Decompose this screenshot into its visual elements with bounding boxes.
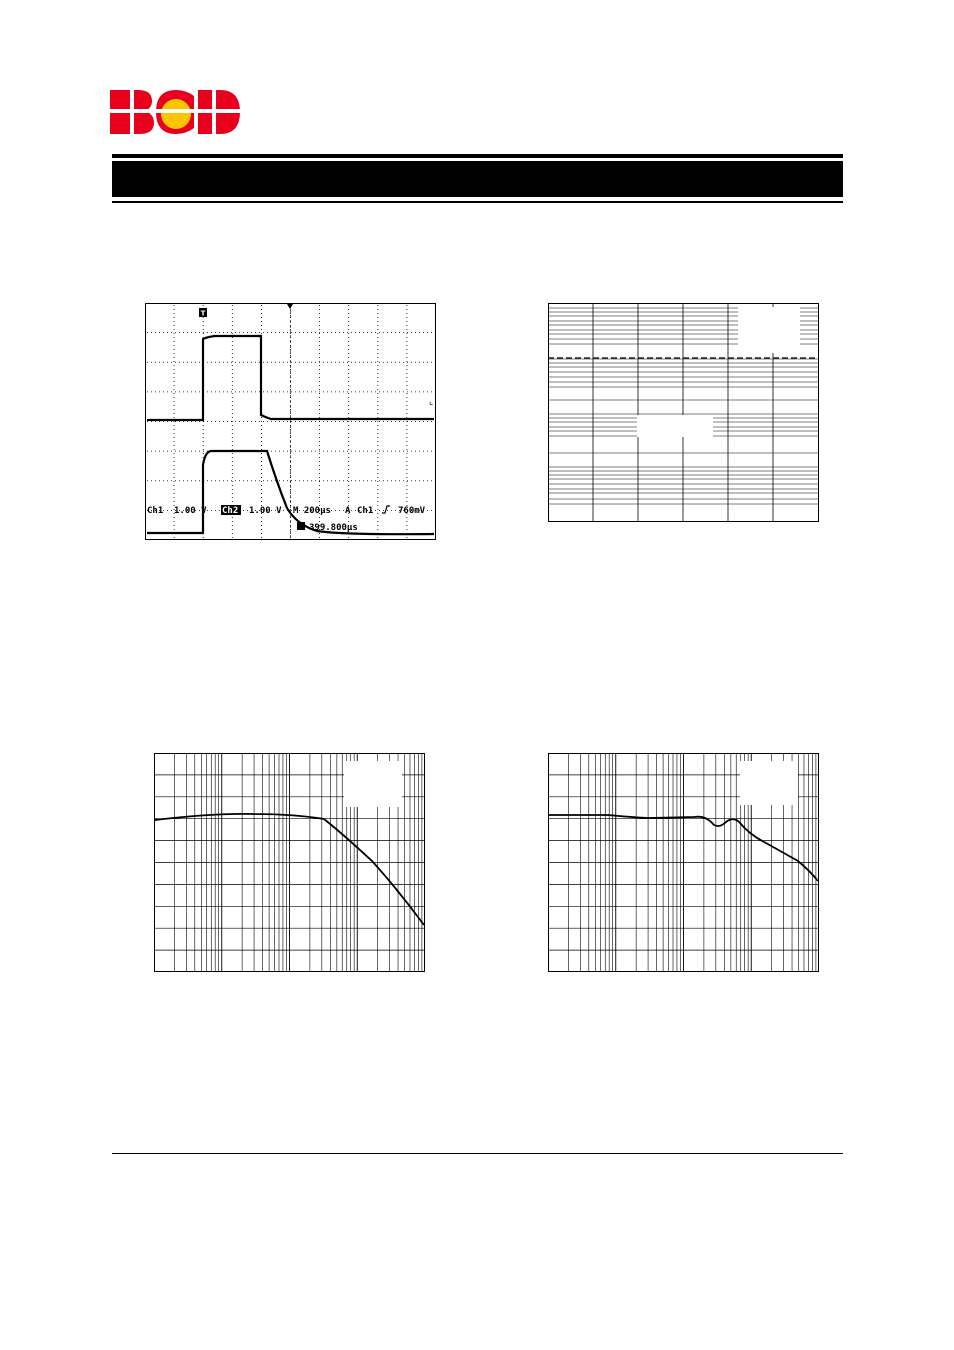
table-panel-label-box bbox=[637, 415, 713, 437]
bcd-logo bbox=[108, 88, 242, 136]
ch1-label: Ch1 bbox=[147, 506, 164, 516]
trigger-marker-label: T bbox=[200, 309, 206, 318]
bcd-logo-mark bbox=[108, 88, 242, 136]
trigger-mode: A bbox=[345, 506, 351, 516]
bode-plot-2 bbox=[548, 753, 819, 972]
header-title-bar bbox=[112, 161, 843, 197]
trigger-level-icon: ⌞ bbox=[429, 397, 434, 407]
trigger-level: 760mV bbox=[398, 506, 426, 516]
ch1-scale: 1.00 V bbox=[174, 506, 207, 516]
bode-plot-1-legend-box bbox=[344, 761, 402, 807]
footer-rule bbox=[112, 1153, 843, 1154]
trigger-source: Ch1 bbox=[357, 506, 374, 516]
header-title bbox=[112, 169, 120, 188]
bode-plot-1-graphic bbox=[154, 753, 425, 972]
table-panel-legend-box bbox=[738, 307, 800, 353]
table-panel bbox=[548, 303, 819, 522]
table-panel-graphic bbox=[548, 303, 819, 522]
trigger-marker bbox=[199, 308, 207, 318]
ch2-scale: 1.00 V bbox=[249, 506, 282, 516]
oscilloscope-capture bbox=[145, 303, 436, 540]
header-bottom-rule bbox=[112, 201, 843, 203]
ch2-label: Ch2 bbox=[222, 506, 239, 516]
timebase: M 200µs bbox=[293, 506, 331, 516]
cursor-readout: 399.800µs bbox=[309, 523, 358, 533]
bode-plot-2-legend-box bbox=[740, 761, 798, 805]
bode-plot-2-graphic bbox=[548, 753, 819, 972]
header-top-rule bbox=[112, 154, 843, 158]
oscilloscope-screen bbox=[145, 303, 436, 540]
bode-plot-1 bbox=[154, 753, 425, 972]
